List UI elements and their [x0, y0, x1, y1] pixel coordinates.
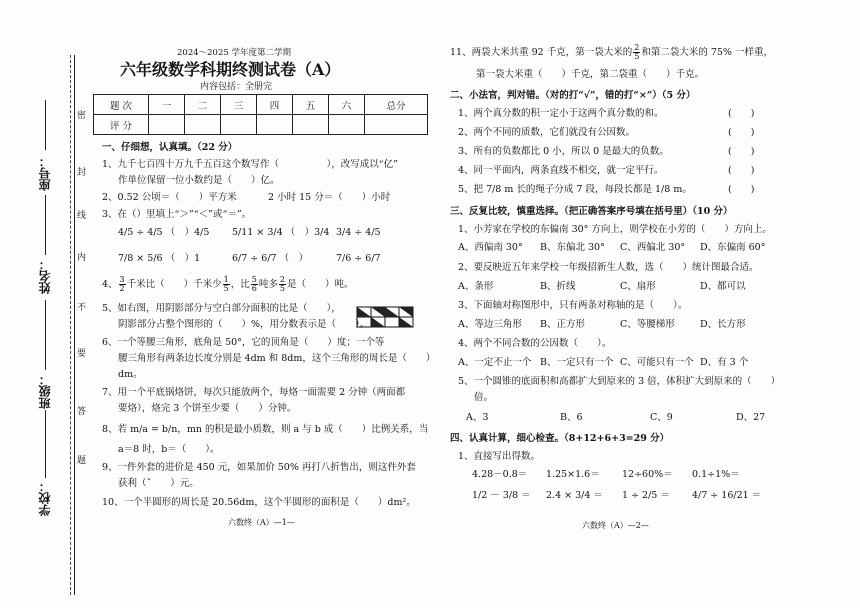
choice-question: 2、要反映近五年来学校一年级招新生人数，选（ ）统计图最合适。	[458, 262, 759, 273]
score-cell[interactable]	[257, 115, 293, 135]
numerator: 1	[223, 275, 229, 284]
question-11-part: 和第二袋大米的 75% 一样重，	[641, 47, 773, 58]
denominator: 6	[251, 284, 257, 293]
class-blank[interactable]	[45, 300, 46, 370]
seal-char: 不	[77, 303, 87, 313]
choice-question: 3、下面轴对称图形中，只有两条对称轴的是（ ）。	[458, 300, 688, 311]
name-blank[interactable]	[45, 195, 46, 255]
calc-item: 1.25×1.6＝	[546, 469, 600, 480]
question-4-part: 千米比（ ）千米少	[126, 279, 222, 290]
judge-item: 1、两个真分数的积一定小于这两个真分数的和。	[458, 108, 664, 119]
calc-item: 0.1÷1%＝	[692, 469, 740, 480]
score-header-cell: 一	[149, 95, 185, 115]
name-label: 姓名：	[38, 258, 52, 294]
calc-item: 2.4 × 3/4 ＝	[546, 490, 603, 501]
score-header-cell: 三	[221, 95, 257, 115]
binding-dashed-line	[70, 55, 71, 595]
binding-line	[74, 55, 75, 595]
question-1: 1、九千七百四十万九千五百这个数写作（ ），改写成以“亿”	[102, 159, 399, 170]
choice-option: C、可能只有一个	[620, 357, 694, 368]
choice-option: B、一定只有一个	[540, 357, 614, 368]
answer-paren[interactable]: ( )	[728, 184, 755, 195]
choice-option: C、等腰梯形	[620, 319, 675, 330]
score-cell[interactable]	[293, 115, 329, 135]
score-header-cell: 二	[185, 95, 221, 115]
score-cell[interactable]	[185, 115, 221, 135]
score-header-cell: 总分	[365, 95, 428, 115]
choice-option: C、9	[650, 412, 673, 423]
score-row-label: 评 分	[94, 115, 149, 135]
section3-heading: 三、反复比较，慎重选择。（把正确答案序号填在括号里）（10 分）	[450, 206, 733, 217]
answer-paren[interactable]: ( )	[728, 146, 755, 157]
question-4-part: 是（ ）吨。	[286, 279, 354, 290]
calc-item: 4/7 ÷ 16/21 ＝	[692, 490, 762, 501]
calc-item: 1 ÷ 2/5 ＝	[622, 490, 670, 501]
numerator: 2	[279, 275, 285, 284]
choice-option: B、6	[560, 412, 583, 423]
question-8-cont: a＝8 时，b＝（ ）。	[118, 444, 220, 455]
question-6-cont: 腰三角形有两条边长度分别是 4dm 和 8dm，这个三角形的周长是（ ）	[118, 353, 436, 364]
denominator: 5	[279, 284, 285, 293]
page-footer-left: 六数终（A）—1—	[228, 518, 295, 527]
choice-question: 1、小芳家在学校的东偏南 30° 方向上，则学校在小芳的（ ）方向上。	[458, 224, 772, 235]
score-cell[interactable]	[149, 115, 185, 135]
compare-row-2b: 6/7 ÷ 6/7 （ ）	[232, 253, 309, 264]
seal-char: 密	[77, 111, 87, 121]
question-4-part: ，比	[230, 279, 250, 290]
question-11	[450, 44, 773, 61]
choice-option: B、折线	[540, 281, 576, 292]
compare-row-1a: 4/5 ÷ 4/5 （ ）4/5	[118, 227, 210, 238]
seat-blank[interactable]	[45, 100, 46, 150]
school-blank[interactable]	[45, 410, 46, 478]
question-11-part: 11、两袋大米共重 92 千克，第一袋大米的	[450, 47, 633, 58]
calc-item: 1/2 － 3/8 ＝	[472, 490, 531, 501]
question-9: 9、一件外套的进价是 450 元，如果加价 50% 再打八折售出，则这件外套	[102, 462, 416, 473]
seal-char: 封	[77, 168, 87, 178]
school-label: 学校：	[38, 480, 52, 516]
fraction	[119, 276, 126, 293]
question-10: 10、一个半圆形的周长是 20.56dm，这个半圆形的面积是（ ）dm²。	[102, 497, 416, 508]
numerator: 3	[119, 275, 125, 284]
compare-row-1c: 3/4 ÷ 4/5	[336, 227, 381, 238]
choice-option: A、条形	[458, 281, 494, 292]
question-4	[102, 276, 353, 293]
score-cell[interactable]	[329, 115, 365, 135]
answer-paren[interactable]: ( )	[728, 127, 755, 138]
seal-char: 答	[77, 407, 87, 417]
numerator: 2	[634, 43, 640, 52]
choice-option: A、西偏南 30°	[458, 242, 523, 253]
answer-paren[interactable]: ( )	[728, 108, 755, 119]
score-header-cell: 五	[293, 95, 329, 115]
choice-option: C、扇形	[620, 281, 656, 292]
question-2b: 2 小时 15 分＝（ ）小时	[268, 192, 391, 203]
exam-scope: 内容包括：全册完	[200, 82, 273, 92]
question-4-part: 4、	[102, 279, 118, 290]
choice-question-cont: 倍。	[474, 392, 494, 403]
compare-row-2c: 7/6 ÷ 6/7	[336, 253, 381, 264]
denominator: 5	[223, 284, 229, 293]
question-1-cont: 作单位保留一位小数约是（ ）亿。	[118, 175, 280, 186]
seat-label: 座号：	[38, 155, 52, 191]
choice-option: A、3	[466, 412, 489, 423]
question-7-cont: 要烙），烙完 3 个饼至少要（ ）分钟。	[118, 403, 297, 414]
fraction	[279, 276, 286, 293]
choice-question: 4、两个不同合数的公因数（ ）。	[458, 338, 612, 349]
question-4-part: 吨多	[258, 279, 278, 290]
choice-option: D、都可以	[700, 281, 746, 292]
seal-char: 题	[77, 456, 87, 466]
choice-question: 5、一个圆锥的底面积和高都扩大到原来的 3 倍，体积扩大到原来的（ ）	[458, 376, 781, 387]
question-2a: 2、0.52 公顷＝（ ）平方米	[102, 192, 237, 203]
choice-option: B、正方形	[540, 319, 585, 330]
score-header-cell: 题 次	[94, 95, 149, 115]
seal-char: 线	[77, 211, 87, 221]
fraction	[251, 276, 258, 293]
page-footer-right: 六数终（A）—2—	[582, 521, 649, 530]
judge-item: 4、同一平面内，两条直线不相交，就一定平行。	[458, 165, 664, 176]
choice-option: D、长方形	[700, 319, 746, 330]
compare-row-1b: 5/11 × 3/4 （ ）3/4	[232, 227, 330, 238]
question-3: 3、在（）里填上“＞”“＜”或“＝”。	[102, 209, 252, 220]
question-6-unit: dm。	[118, 369, 143, 380]
choice-option: D、27	[736, 412, 766, 423]
choice-option: B、东偏北 30°	[540, 242, 605, 253]
choice-option: A、一定不止一个	[458, 357, 532, 368]
numerator: 5	[251, 275, 257, 284]
question-5: 5、如右图，用阴影部分与空白部分面积的比是（ ），	[102, 303, 341, 314]
question-6: 6、一个等腰三角形，底角是 50°，它的顶角是（ ）度；一个等	[102, 337, 385, 348]
judge-item: 3、所有的负数都比 0 小，所以 0 是最大的负数。	[458, 146, 669, 157]
score-header-cell: 六	[329, 95, 365, 115]
question-11-cont: 第一袋大米重（ ）千克，第二袋重（ ）千克。	[476, 69, 705, 80]
calc-instruction: 1、直接写出得数。	[458, 451, 541, 462]
score-header-cell: 四	[257, 95, 293, 115]
seal-char: 内	[77, 253, 87, 263]
section4-heading: 四、认真计算，细心检查。（8+12+6+3=29 分）	[450, 433, 670, 444]
compare-row-2a: 7/8 × 5/6 （ ）1	[118, 253, 201, 264]
score-table	[93, 94, 428, 135]
question-9-cont: 获利（ˇ ）元。	[118, 478, 199, 489]
exam-title: 六年级数学科期终测试卷（A）	[120, 60, 341, 79]
fraction	[223, 276, 230, 293]
choice-option: C、西偏北 30°	[620, 242, 686, 253]
choice-option: A、等边三角形	[458, 319, 522, 330]
score-cell[interactable]	[365, 115, 428, 135]
question-5-cont: 阴影部分占整个图形的（ ）%，用分数表示是（ ）。	[118, 319, 370, 330]
choice-option: D、东偏南 60°	[700, 242, 766, 253]
fraction	[633, 44, 640, 61]
term-label: 2024～2025 学年度第二学期	[177, 48, 291, 58]
class-label: 班级：	[38, 373, 52, 409]
section2-heading: 二、小法官，判对错。（对的打“√”，错的打“×”）（5 分）	[450, 90, 696, 101]
score-cell[interactable]	[221, 115, 257, 135]
question-7: 7、用一个平底锅烙饼，每次只能放两个，每烙一面需要 2 分钟（两面都	[102, 387, 406, 398]
denominator: 5	[634, 52, 640, 61]
seal-char: 要	[77, 349, 87, 359]
judge-item: 5、把 7/8 m 长的绳子分成 7 段，每段长都是 1/8 m。	[458, 184, 692, 195]
section1-heading: 一、仔细想，认真填。（22 分）	[102, 142, 238, 153]
shaded-figure	[356, 306, 414, 328]
choice-option: D、有 3 个	[700, 357, 749, 368]
calc-item: 12÷60%＝	[622, 469, 673, 480]
denominator: 2	[119, 284, 125, 293]
judge-item: 2、两个不同的质数，它们就没有公因数。	[458, 127, 636, 138]
calc-item: 4.28－0.8＝	[472, 469, 528, 480]
answer-paren[interactable]: ( )	[728, 165, 755, 176]
question-8: 8、若 m/a = b/n，mn 的积是最小质数，则 a 与 b 成（ ）比例关系，当	[102, 424, 429, 435]
